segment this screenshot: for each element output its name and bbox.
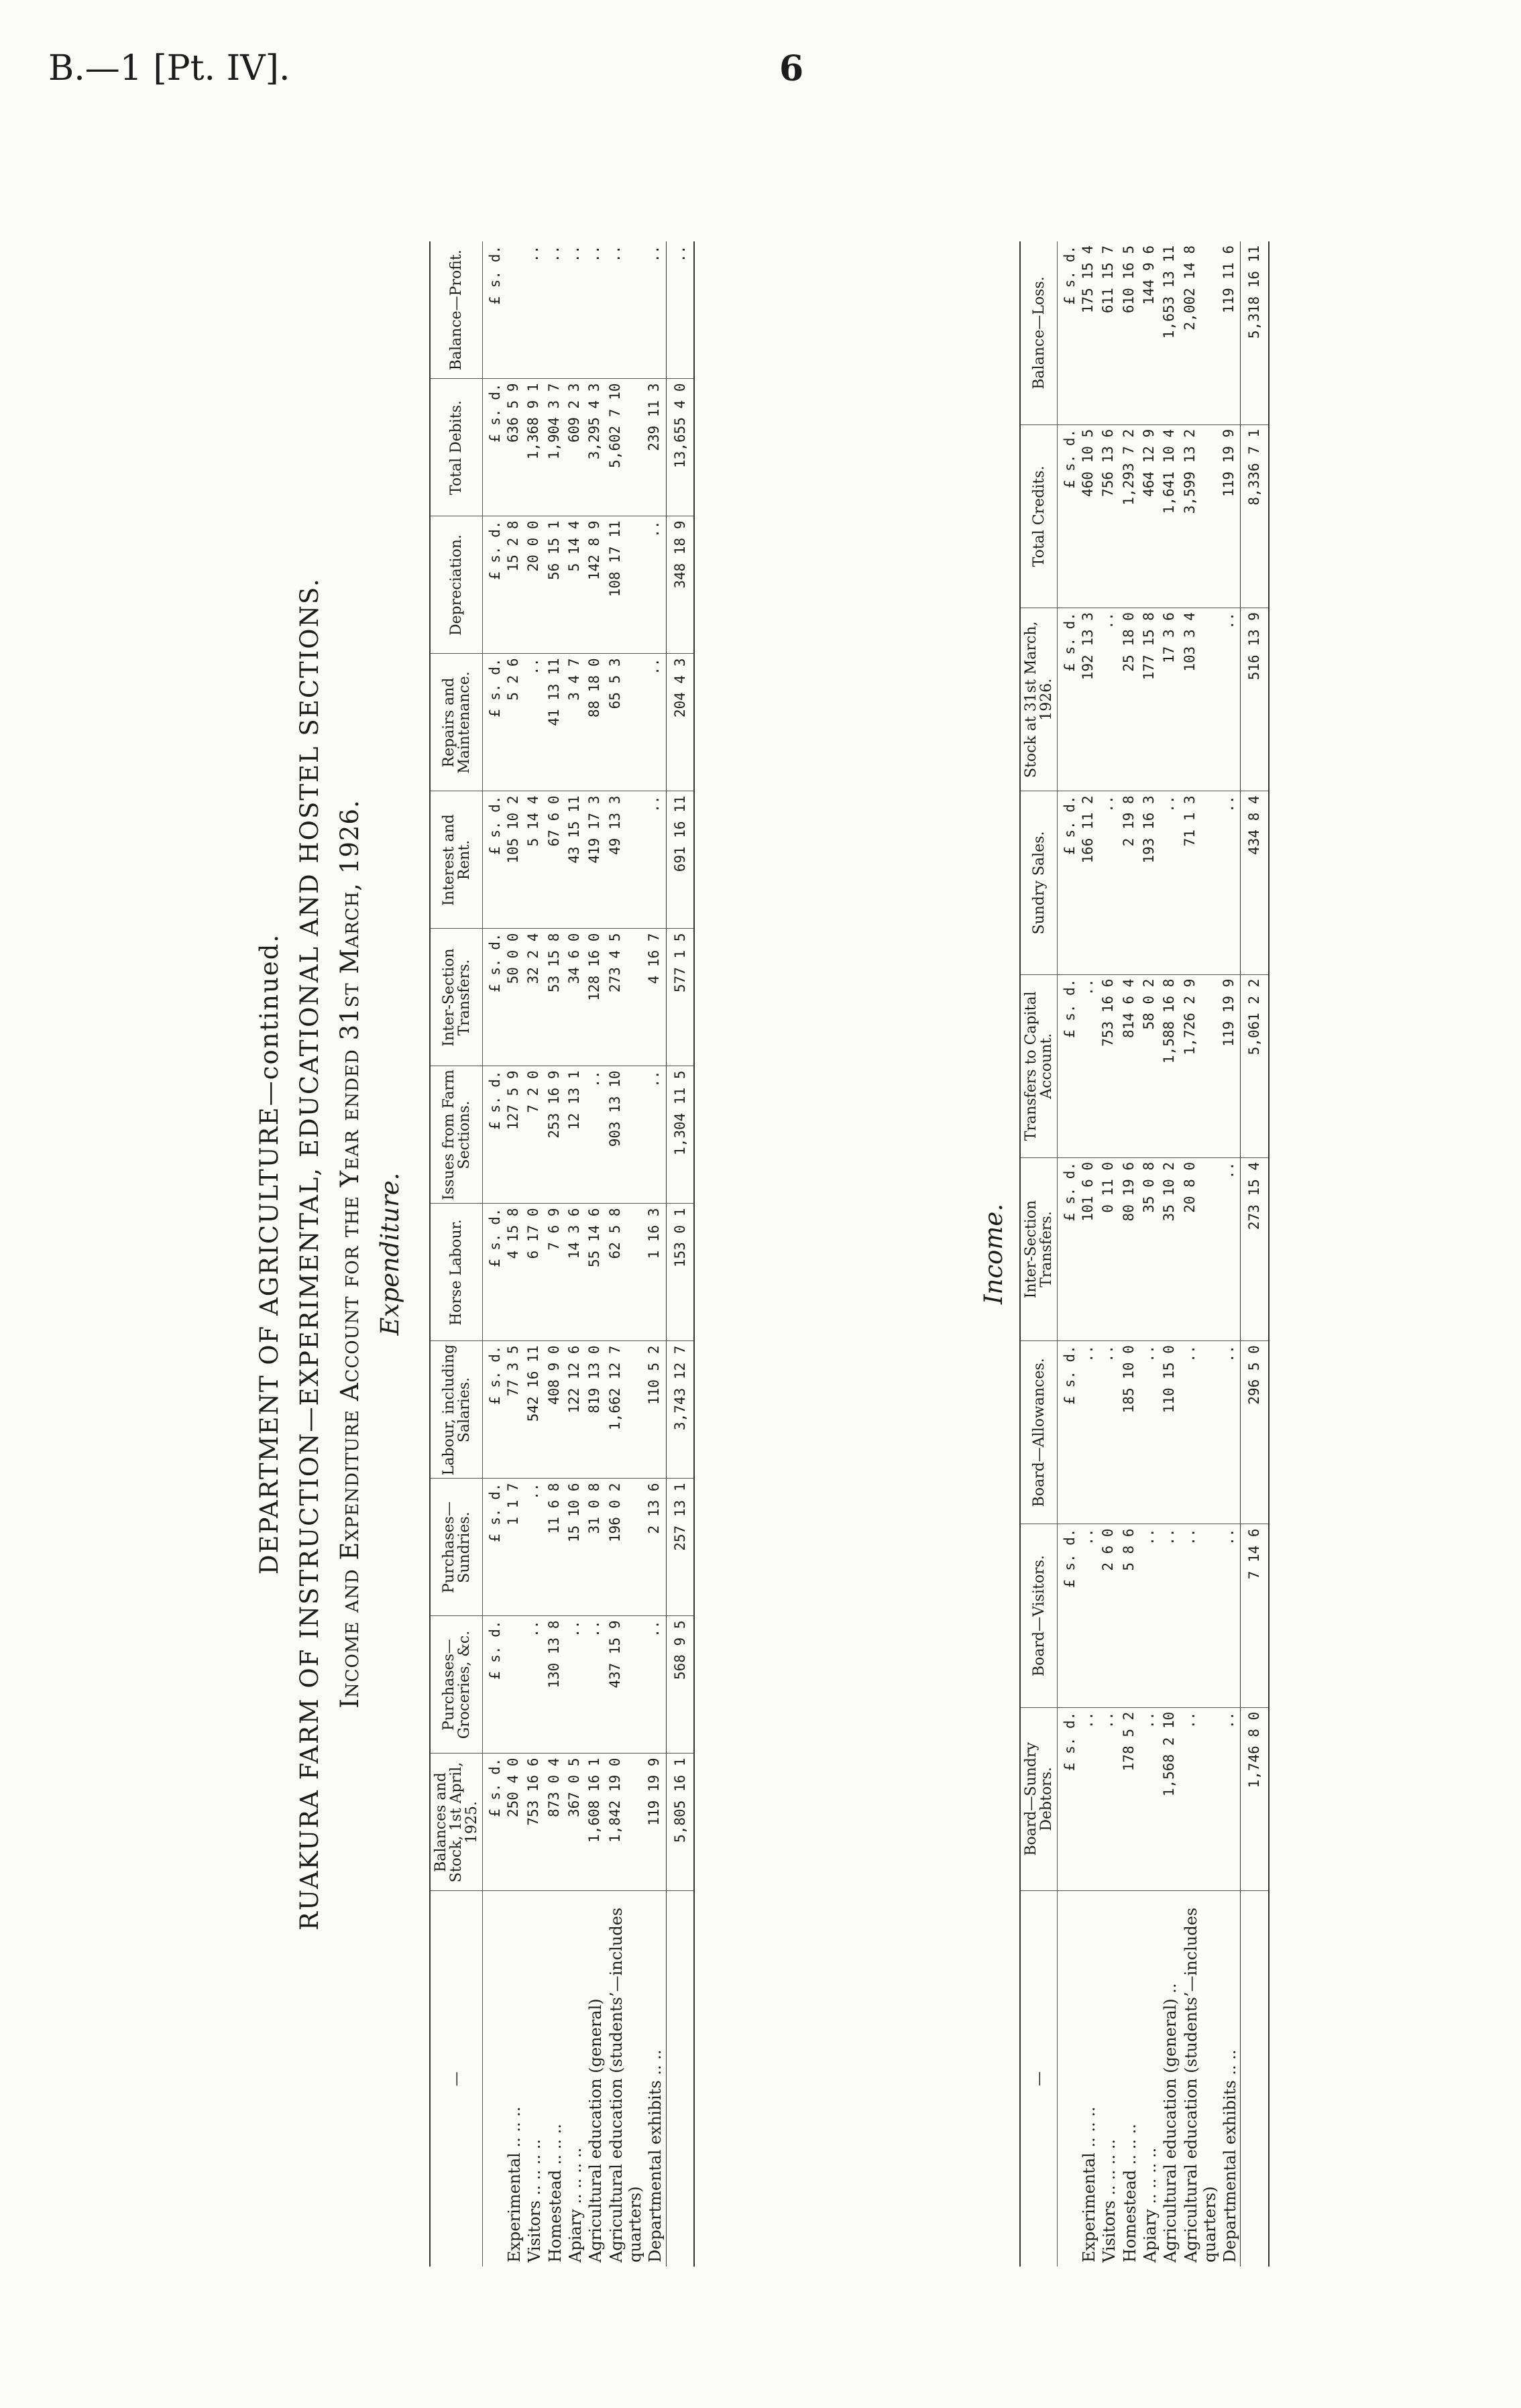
value-cell: 43 15 11 [565, 791, 585, 929]
value-cell: 367 0 5 [565, 1754, 585, 1891]
column-header: Purchases—Sundries. [430, 1479, 483, 1616]
value-cell: 1,662 12 7 [606, 1341, 646, 1479]
value-cell: 5 2 6 [504, 654, 524, 791]
unit-cell: £ s. d. [483, 929, 504, 1066]
value-cell: 2 19 8 [1120, 791, 1140, 974]
value-cell: 105 10 2 [504, 791, 524, 929]
value-cell: .. [1220, 1524, 1241, 1707]
value-cell: 110 5 2 [645, 1341, 666, 1479]
value-cell: .. [645, 241, 666, 379]
value-cell: .. [1079, 974, 1099, 1157]
unit-cell: £ s. d. [483, 1341, 504, 1479]
value-cell: 2 13 6 [645, 1479, 666, 1616]
expenditure-caption: Expenditure. [376, 1172, 404, 1336]
value-cell: 41 13 11 [545, 654, 565, 791]
unit-cell: £ s. d. [483, 379, 504, 516]
unit-cell: £ s. d. [483, 1066, 504, 1204]
value-cell: 53 15 8 [545, 929, 565, 1066]
row-label: Homestead .. .. .. [545, 2124, 565, 2262]
account-title: Income and Expenditure Account for the Year ended 31st March, 1926. [335, 799, 364, 1709]
row-label: Agricultural education (students’—includes quarters) [606, 1907, 644, 2262]
value-cell: 196 0 2 [606, 1479, 646, 1616]
value-cell: 753 16 6 [524, 1754, 545, 1891]
column-header: Total Debits. [430, 379, 483, 516]
table-row [565, 241, 585, 2267]
value-cell: .. [1220, 1341, 1241, 1524]
value-cell: 3,295 4 3 [585, 379, 606, 516]
value-cell: 5 14 4 [565, 516, 585, 654]
value-cell: .. [1220, 1707, 1241, 1890]
total-cell: 1,304 11 5 [666, 1066, 694, 1204]
row-label: Experimental .. .. .. [1079, 2106, 1098, 2262]
value-cell: 3 4 7 [565, 654, 585, 791]
unit-row [483, 241, 504, 2267]
value-cell: 814 6 4 [1120, 974, 1140, 1157]
value-cell: .. [1079, 1341, 1099, 1524]
value-cell: 636 5 9 [504, 379, 524, 516]
value-cell: 5,602 7 10 [606, 379, 646, 516]
value-cell: .. [1099, 1707, 1119, 1890]
total-cell: 434 8 4 [1241, 791, 1269, 974]
value-cell: 119 19 9 [1220, 424, 1241, 608]
value-cell: 103 3 4 [1181, 608, 1221, 791]
row-label: Visitors .. .. .. .. [525, 2138, 545, 2262]
column-header: Stock at 31st March, 1926. [1020, 608, 1058, 791]
value-cell: 185 10 0 [1120, 1341, 1140, 1524]
total-cell: 296 5 0 [1241, 1341, 1269, 1524]
value-cell: .. [1181, 1707, 1221, 1890]
value-cell: 464 12 9 [1140, 424, 1160, 608]
value-cell: 20 8 0 [1181, 1157, 1221, 1340]
unit-cell: £ s. d. [483, 516, 504, 654]
value-cell: .. [645, 1066, 666, 1204]
total-cell: 5,318 16 11 [1241, 241, 1269, 424]
unit-cell: £ s. d. [483, 1754, 504, 1891]
value-cell: 1,641 10 4 [1160, 424, 1180, 608]
value-cell: .. [1140, 1341, 1160, 1524]
value-cell: 542 16 11 [524, 1341, 545, 1479]
value-cell: 25 18 0 [1120, 608, 1140, 791]
unit-cell: £ s. d. [1058, 241, 1079, 424]
value-cell: 192 13 3 [1079, 608, 1099, 791]
row-label: Visitors .. .. .. .. [1100, 2138, 1119, 2262]
table-row [1160, 241, 1180, 2267]
rotated-landscape-content [94, 161, 1422, 2347]
total-cell: 5,061 2 2 [1241, 974, 1269, 1157]
value-cell: 101 6 0 [1079, 1157, 1099, 1340]
value-cell: 108 17 11 [606, 516, 646, 654]
table-row [1220, 241, 1241, 2267]
column-header: Transfers to Capital Account. [1020, 974, 1058, 1157]
value-cell: 62 5 8 [606, 1204, 646, 1341]
table-row [606, 241, 646, 2267]
unit-cell: £ s. d. [1058, 1707, 1079, 1890]
column-header: Issues from Farm Sections. [430, 1066, 483, 1204]
value-cell: 7 6 9 [545, 1204, 565, 1341]
totals-row [1241, 241, 1269, 2267]
value-cell: 819 13 0 [585, 1341, 606, 1479]
table-row [1181, 241, 1221, 2267]
table-row [645, 241, 666, 2267]
value-cell: 0 11 0 [1099, 1157, 1119, 1340]
column-header: Depreciation. [430, 516, 483, 654]
page-number: 6 [779, 48, 804, 89]
value-cell: .. [645, 791, 666, 929]
value-cell: 110 15 0 [1160, 1341, 1180, 1524]
row-label: Agricultural education (general) .. [1161, 1983, 1180, 2262]
value-cell: 239 11 3 [645, 379, 666, 516]
value-cell: 14 3 6 [565, 1204, 585, 1341]
value-cell: 166 11 2 [1079, 791, 1099, 974]
value-cell: 2,002 14 8 [1181, 241, 1221, 424]
value-cell: 408 9 0 [545, 1341, 565, 1479]
column-header: — [1020, 1890, 1058, 2267]
value-cell: .. [1160, 1524, 1180, 1707]
row-label: Apiary .. .. .. .. [565, 2147, 585, 2262]
unit-cell: £ s. d. [1058, 1524, 1079, 1707]
value-cell: .. [645, 654, 666, 791]
column-header: Board—Visitors. [1020, 1524, 1058, 1707]
value-cell: .. [585, 241, 606, 379]
value-cell: .. [1220, 791, 1241, 974]
income-table [1019, 241, 1270, 2267]
value-cell: 35 0 8 [1140, 1157, 1160, 1340]
value-cell: 32 2 4 [524, 929, 545, 1066]
column-header: Purchases—Groceries, &c. [430, 1616, 483, 1754]
table-row [1099, 241, 1119, 2267]
value-cell: 903 13 10 [606, 1066, 646, 1204]
value-cell: 50 0 0 [504, 929, 524, 1066]
value-cell: 177 15 8 [1140, 608, 1160, 791]
column-header: Balance—Profit. [430, 241, 483, 379]
value-cell: 437 15 9 [606, 1616, 646, 1754]
value-cell: 1,726 2 9 [1181, 974, 1221, 1157]
value-cell: 35 10 2 [1160, 1157, 1180, 1340]
value-cell: .. [645, 1616, 666, 1754]
value-cell: 128 16 0 [585, 929, 606, 1066]
value-cell: 119 11 6 [1220, 241, 1241, 424]
total-cell: 5,805 16 1 [666, 1754, 694, 1891]
value-cell: 1,293 7 2 [1120, 424, 1140, 608]
total-cell: 8,336 7 1 [1241, 424, 1269, 608]
value-cell: 873 0 4 [545, 1754, 565, 1891]
value-cell: 609 2 3 [565, 379, 585, 516]
total-cell: 577 1 5 [666, 929, 694, 1066]
value-cell: 175 15 4 [1079, 241, 1099, 424]
value-cell [504, 1616, 524, 1754]
value-cell: .. [645, 516, 666, 654]
unit-cell: £ s. d. [483, 791, 504, 929]
total-cell: 3,743 12 7 [666, 1341, 694, 1479]
value-cell: 88 18 0 [585, 654, 606, 791]
value-cell: 65 5 3 [606, 654, 646, 791]
value-cell: .. [524, 241, 545, 379]
value-cell: 80 19 6 [1120, 1157, 1140, 1340]
row-label: Departmental exhibits .. .. [1221, 2049, 1240, 2262]
value-cell: 1,608 16 1 [585, 1754, 606, 1891]
value-cell: 5 14 4 [524, 791, 545, 929]
unit-cell: £ s. d. [483, 1479, 504, 1616]
farm-title: RUAKURA FARM OF INSTRUCTION—EXPERIMENTAL, EDUCATIONAL AND HOSTEL SECTIONS. [295, 577, 324, 1931]
value-cell: 11 6 8 [545, 1479, 565, 1616]
value-cell: .. [1140, 1524, 1160, 1707]
column-header: Board—Allowances. [1020, 1341, 1058, 1524]
unit-cell: £ s. d. [1058, 608, 1079, 791]
table-row [585, 241, 606, 2267]
unit-cell: £ s. d. [483, 1616, 504, 1754]
value-cell: 253 16 9 [545, 1066, 565, 1204]
totals-row [666, 241, 694, 2267]
value-cell: 1,588 16 8 [1160, 974, 1180, 1157]
value-cell: 756 13 6 [1099, 424, 1119, 608]
total-cell: 348 18 9 [666, 516, 694, 654]
value-cell: 142 8 9 [585, 516, 606, 654]
value-cell: .. [1099, 1341, 1119, 1524]
value-cell: .. [1079, 1707, 1099, 1890]
value-cell: 56 15 1 [545, 516, 565, 654]
value-cell: 1,368 9 1 [524, 379, 545, 516]
total-cell: 257 13 1 [666, 1479, 694, 1616]
value-cell: 130 13 8 [545, 1616, 565, 1754]
income-header-row [1020, 241, 1058, 2267]
value-cell: 3,599 13 2 [1181, 424, 1221, 608]
value-cell: 611 15 7 [1099, 241, 1119, 424]
value-cell: .. [1079, 1524, 1099, 1707]
column-header: Sundry Sales. [1020, 791, 1058, 974]
value-cell: 119 19 9 [645, 1754, 666, 1891]
value-cell: .. [1220, 1157, 1241, 1340]
total-cell: 568 9 5 [666, 1616, 694, 1754]
column-header: Labour, including Salaries. [430, 1341, 483, 1479]
value-cell: 753 16 6 [1099, 974, 1119, 1157]
value-cell: 15 2 8 [504, 516, 524, 654]
value-cell: .. [565, 241, 585, 379]
column-header: Inter-Section Transfers. [1020, 1157, 1058, 1340]
value-cell: 1,568 2 10 [1160, 1707, 1180, 1890]
total-cell: 7 14 6 [1241, 1524, 1269, 1707]
column-header: Inter-Section Transfers. [430, 929, 483, 1066]
total-cell: 13,655 4 0 [666, 379, 694, 516]
value-cell: 460 10 5 [1079, 424, 1099, 608]
value-cell: 1,653 13 11 [1160, 241, 1180, 424]
value-cell: 12 13 1 [565, 1066, 585, 1204]
value-cell: 1 1 7 [504, 1479, 524, 1616]
value-cell [504, 241, 524, 379]
unit-cell: £ s. d. [1058, 424, 1079, 608]
unit-cell: £ s. d. [1058, 974, 1079, 1157]
unit-cell: £ s. d. [483, 654, 504, 791]
value-cell: 119 19 9 [1220, 974, 1241, 1157]
value-cell: .. [524, 1479, 545, 1616]
value-cell: 1,842 19 0 [606, 1754, 646, 1891]
value-cell: 273 4 5 [606, 929, 646, 1066]
row-label: Homestead .. .. .. [1120, 2124, 1139, 2262]
column-header: Balances and Stock, 1st April, 1925. [430, 1754, 483, 1891]
table-row [1140, 241, 1160, 2267]
value-cell: 4 16 7 [645, 929, 666, 1066]
value-cell: 20 0 0 [524, 516, 545, 654]
unit-cell: £ s. d. [483, 1204, 504, 1341]
value-cell: 71 1 3 [1181, 791, 1221, 974]
value-cell: 49 13 3 [606, 791, 646, 929]
value-cell: 31 0 8 [585, 1479, 606, 1616]
total-cell: .. [666, 241, 694, 379]
table-row [504, 241, 524, 2267]
value-cell: .. [585, 1616, 606, 1754]
department-title: DEPARTMENT OF AGRICULTURE—continued. [255, 933, 284, 1575]
row-label: Departmental exhibits .. .. [646, 2049, 665, 2262]
value-cell: .. [545, 241, 565, 379]
value-cell: 1,904 3 7 [545, 379, 565, 516]
value-cell: 15 10 6 [565, 1479, 585, 1616]
total-cell: 1,746 8 0 [1241, 1707, 1269, 1890]
value-cell: .. [606, 241, 646, 379]
table-row [545, 241, 565, 2267]
row-label: Apiary .. .. .. .. [1140, 2147, 1160, 2262]
value-cell: 55 14 6 [585, 1204, 606, 1341]
row-label: Agricultural education (general) [586, 1998, 606, 2262]
value-cell: .. [565, 1616, 585, 1754]
value-cell: .. [1099, 791, 1119, 974]
value-cell: 250 4 0 [504, 1754, 524, 1891]
unit-cell: £ s. d. [1058, 1157, 1079, 1340]
table-row [1079, 241, 1099, 2267]
unit-row [1058, 241, 1079, 2267]
expenditure-table [429, 241, 695, 2267]
value-cell: .. [1181, 1524, 1221, 1707]
document-reference: B.—1 [Pt. IV]. [48, 48, 290, 89]
unit-cell: £ s. d. [1058, 791, 1079, 974]
column-header: Board—Sundry Debtors. [1020, 1707, 1058, 1890]
value-cell: .. [1220, 608, 1241, 791]
value-cell: .. [1181, 1341, 1221, 1524]
table-row [1120, 241, 1140, 2267]
column-header: Balance—Loss. [1020, 241, 1058, 424]
table-row [524, 241, 545, 2267]
total-cell: 204 4 3 [666, 654, 694, 791]
value-cell: 77 3 5 [504, 1341, 524, 1479]
page-header [48, 48, 1470, 102]
unit-cell: £ s. d. [1058, 1341, 1079, 1524]
total-cell: 273 15 4 [1241, 1157, 1269, 1340]
value-cell: .. [1160, 791, 1180, 974]
total-cell: 516 13 9 [1241, 608, 1269, 791]
value-cell: .. [1099, 608, 1119, 791]
income-caption: Income. [979, 1203, 1008, 1305]
row-label: Agricultural education (students’—includes quarters) [1181, 1907, 1219, 2262]
value-cell: 7 2 0 [524, 1066, 545, 1204]
value-cell: 67 6 0 [545, 791, 565, 929]
value-cell: .. [1140, 1707, 1160, 1890]
value-cell: 2 6 0 [1099, 1524, 1119, 1707]
value-cell: 6 17 0 [524, 1204, 545, 1341]
value-cell: .. [524, 654, 545, 791]
column-header: Total Credits. [1020, 424, 1058, 608]
column-header: — [430, 1891, 483, 2267]
value-cell: 122 12 6 [565, 1341, 585, 1479]
total-cell: 153 0 1 [666, 1204, 694, 1341]
value-cell: .. [585, 1066, 606, 1204]
unit-cell: £ s. d. [483, 241, 504, 379]
value-cell: .. [524, 1616, 545, 1754]
value-cell: 127 5 9 [504, 1066, 524, 1204]
value-cell: 193 16 3 [1140, 791, 1160, 974]
row-label: Experimental .. .. .. [505, 2106, 524, 2262]
expenditure-header-row [430, 241, 483, 2267]
value-cell: 610 16 5 [1120, 241, 1140, 424]
value-cell: 58 0 2 [1140, 974, 1160, 1157]
total-cell: 691 16 11 [666, 791, 694, 929]
value-cell: 178 5 2 [1120, 1707, 1140, 1890]
value-cell: 17 3 6 [1160, 608, 1180, 791]
value-cell: 419 17 3 [585, 791, 606, 929]
column-header: Horse Labour. [430, 1204, 483, 1341]
value-cell: 1 16 3 [645, 1204, 666, 1341]
column-header: Interest and Rent. [430, 791, 483, 929]
value-cell: 34 6 0 [565, 929, 585, 1066]
value-cell: 144 9 6 [1140, 241, 1160, 424]
value-cell: 5 8 6 [1120, 1524, 1140, 1707]
value-cell: 4 15 8 [504, 1204, 524, 1341]
column-header: Repairs and Maintenance. [430, 654, 483, 791]
